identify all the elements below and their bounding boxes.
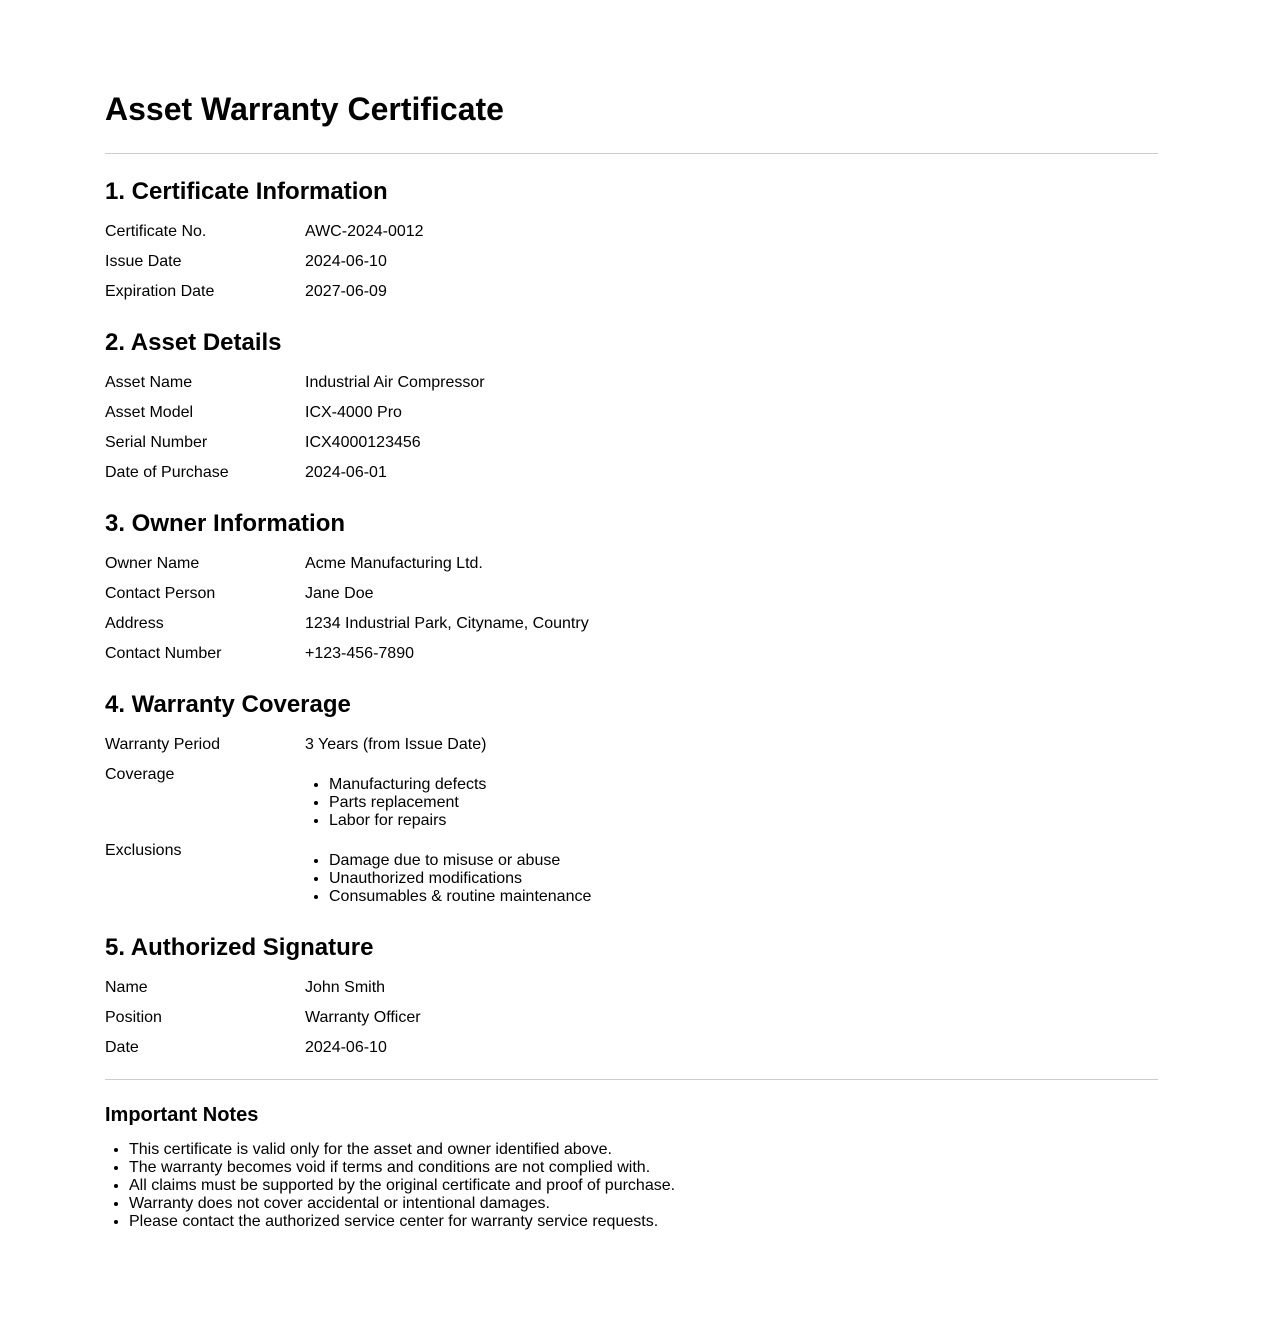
- field-row-serial-number: [105, 428, 1158, 458]
- field-row-asset-name: [105, 368, 1158, 398]
- field-label: Certificate No.: [105, 223, 207, 240]
- section-title: 4. Warranty Coverage: [105, 691, 351, 718]
- field-label: Owner Name: [105, 555, 200, 572]
- field-value: AWC-2024-0012: [305, 223, 424, 240]
- field-label: Asset Model: [105, 404, 194, 421]
- field-row-contact-person: [105, 579, 1158, 609]
- field-label: Coverage: [105, 766, 175, 783]
- field-value: 2024-06-10: [305, 253, 387, 270]
- field-label: Issue Date: [105, 253, 182, 270]
- field-row-address: [105, 609, 1158, 639]
- field-value: ICX4000123456: [305, 434, 421, 451]
- field-row-owner-name: [105, 549, 1158, 579]
- field-label: Position: [105, 1009, 162, 1026]
- field-value: 2027-06-09: [305, 283, 387, 300]
- field-value: [305, 766, 1158, 830]
- field-label: Date of Purchase: [105, 464, 229, 481]
- field-list: [105, 973, 1158, 1063]
- field-row-coverage: [105, 760, 1158, 836]
- list-item: • Manufacturing defects: [329, 776, 1158, 794]
- field-label: Serial Number: [105, 434, 208, 451]
- section-certificate-information: [105, 177, 1158, 307]
- list-item: • Labor for repairs: [329, 812, 1158, 830]
- list-item: • All claims must be supported by the original certificate and proof of purchase.: [129, 1177, 1158, 1195]
- field-value: Acme Manufacturing Ltd.: [305, 555, 483, 572]
- field-row-exclusions: [105, 836, 1158, 912]
- section-title: 2. Asset Details: [105, 329, 282, 356]
- list-item: • Unauthorized modifications: [329, 870, 1158, 888]
- field-list: [105, 368, 1158, 488]
- field-label: Exclusions: [105, 842, 182, 859]
- notes-list: [105, 1141, 1158, 1231]
- list-item: • Warranty does not cover accidental or intentional damages.: [129, 1195, 1158, 1213]
- section-title: 5. Authorized Signature: [105, 934, 374, 961]
- list-item: • Please contact the authorized service center for warranty service requests.: [129, 1213, 1158, 1231]
- field-label: Contact Number: [105, 645, 222, 662]
- field-value: 2024-06-10: [305, 1039, 387, 1056]
- field-label: Expiration Date: [105, 283, 215, 300]
- field-row-signer-name: [105, 973, 1158, 1003]
- field-value: ICX-4000 Pro: [305, 404, 402, 421]
- field-label: Warranty Period: [105, 736, 220, 753]
- field-row-issue-date: [105, 247, 1158, 277]
- section-asset-details: [105, 328, 1158, 488]
- list-item: • The warranty becomes void if terms and conditions are not complied with.: [129, 1159, 1158, 1177]
- notes-divider: [105, 1079, 1158, 1080]
- section-title: 1. Certificate Information: [105, 178, 388, 205]
- exclusions-list: [305, 852, 1158, 906]
- list-item: • Parts replacement: [329, 794, 1158, 812]
- field-list: [105, 549, 1158, 669]
- field-label: Address: [105, 615, 164, 632]
- field-label: Name: [105, 979, 148, 996]
- field-label: Asset Name: [105, 374, 193, 391]
- field-value: Jane Doe: [305, 585, 374, 602]
- document-title: Asset Warranty Certificate: [105, 91, 504, 127]
- notes-title: Important Notes: [105, 1104, 259, 1126]
- field-value: Industrial Air Compressor: [305, 374, 485, 391]
- field-value: +123-456-7890: [305, 645, 414, 662]
- field-value: 2024-06-01: [305, 464, 387, 481]
- field-value: [305, 842, 1158, 906]
- certificate-page: [105, 0, 1158, 1231]
- field-row-certificate-no: [105, 217, 1158, 247]
- field-list: [105, 217, 1158, 307]
- field-row-date-of-purchase: [105, 458, 1158, 488]
- field-row-signature-date: [105, 1033, 1158, 1063]
- list-item: • Damage due to misuse or abuse: [329, 852, 1158, 870]
- field-value: 3 Years (from Issue Date): [305, 736, 487, 753]
- field-label: Date: [105, 1039, 139, 1056]
- field-row-warranty-period: [105, 730, 1158, 760]
- field-value: 1234 Industrial Park, Cityname, Country: [305, 615, 589, 632]
- section-title: 3. Owner Information: [105, 510, 346, 537]
- section-authorized-signature: [105, 933, 1158, 1063]
- section-owner-information: [105, 509, 1158, 669]
- field-value: John Smith: [305, 979, 386, 996]
- field-value: Warranty Officer: [305, 1009, 421, 1026]
- field-label: Contact Person: [105, 585, 216, 602]
- field-row-contact-number: [105, 639, 1158, 669]
- list-item: • Consumables & routine maintenance: [329, 888, 1158, 906]
- important-notes: [105, 1103, 1158, 1231]
- section-warranty-coverage: [105, 690, 1158, 912]
- coverage-list: [305, 776, 1158, 830]
- title-divider: [105, 153, 1158, 154]
- field-list: [105, 730, 1158, 912]
- field-row-asset-model: [105, 398, 1158, 428]
- list-item: • This certificate is valid only for the asset and owner identified above.: [129, 1141, 1158, 1159]
- field-row-expiration-date: [105, 277, 1158, 307]
- field-row-position: [105, 1003, 1158, 1033]
